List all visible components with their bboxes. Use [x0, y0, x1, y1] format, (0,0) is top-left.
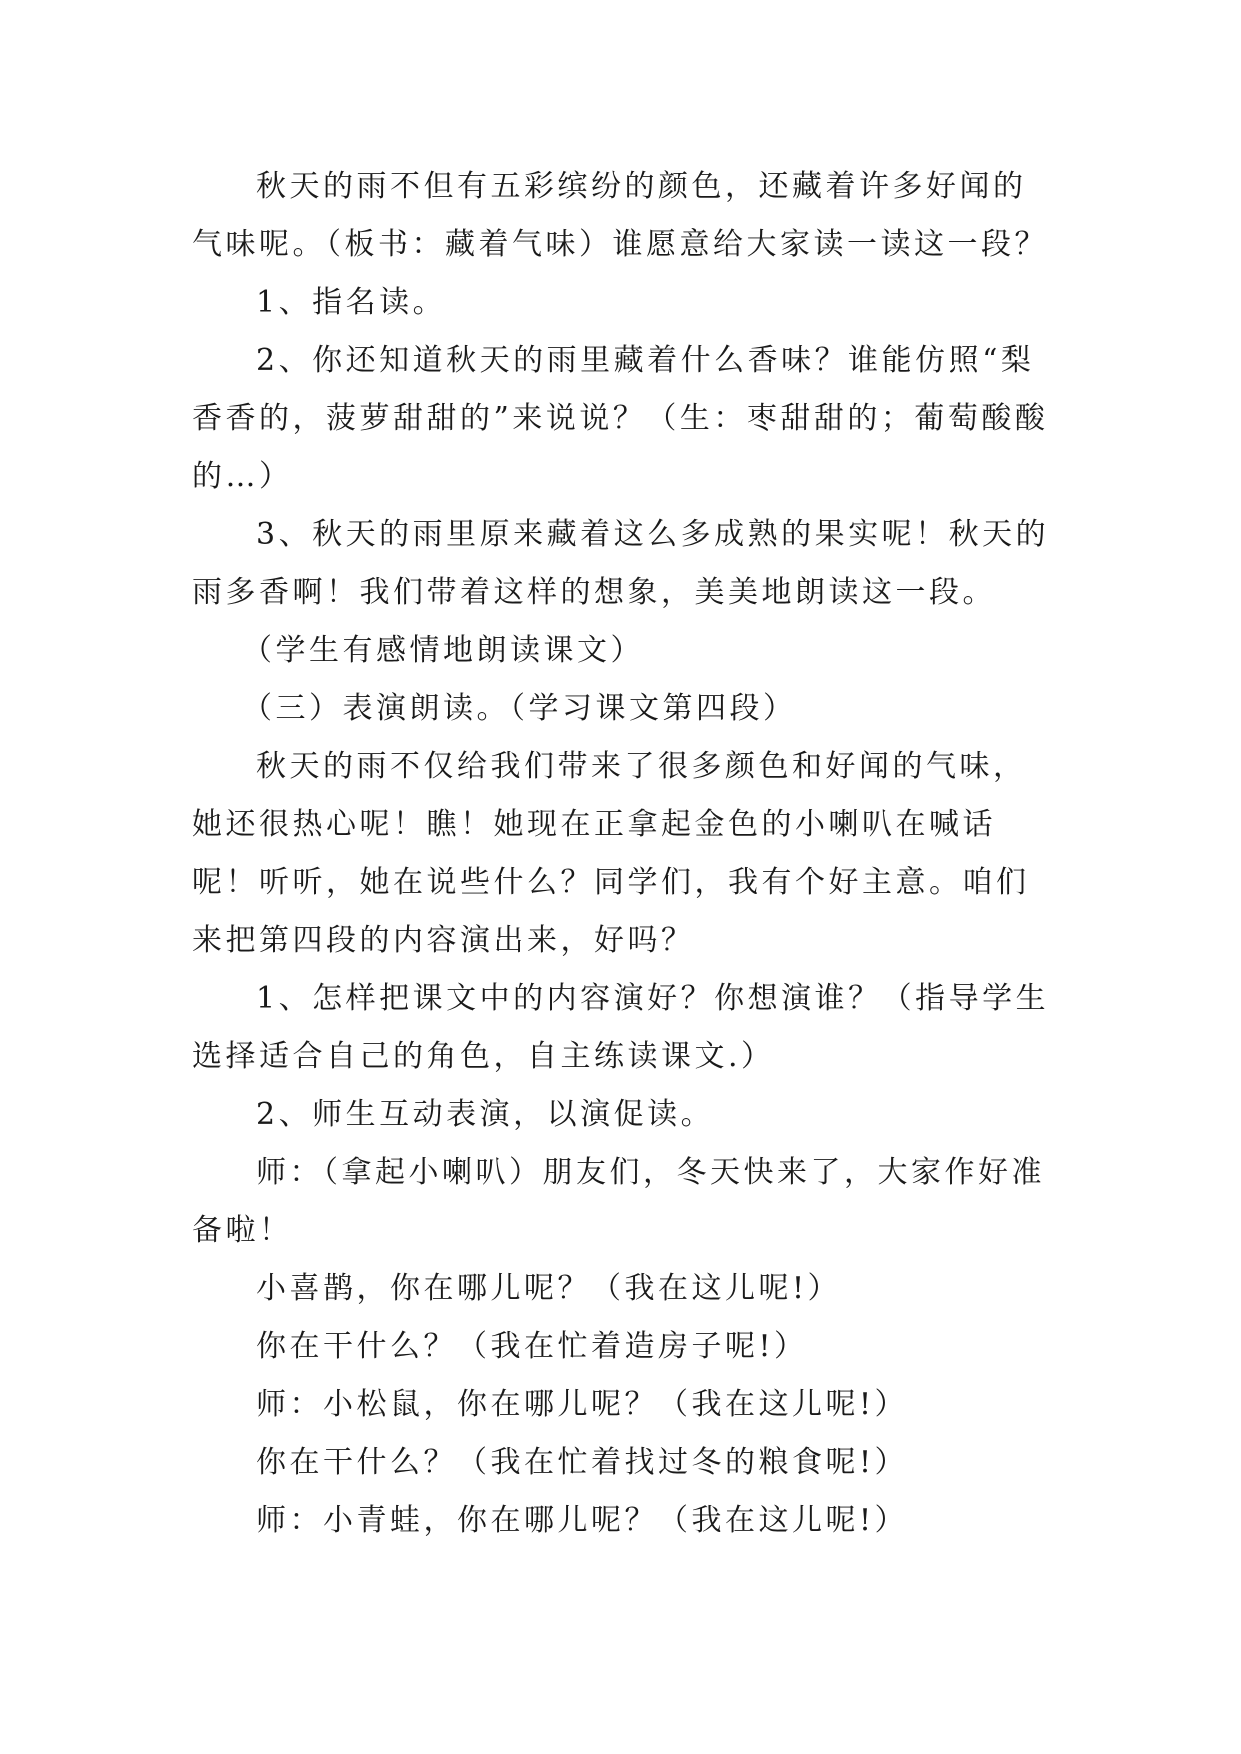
paragraph-step-3: 3、秋天的雨里原来藏着这么多成熟的果实呢！秋天的雨多香啊！我们带着这样的想象，美美地朗读这一段。 [192, 517, 1050, 610]
document-page [192, 158, 1052, 1550]
paragraph-autumn-rain-smell: 秋天的雨不但有五彩缤纷的颜色，还藏着许多好闻的气味呢。（板书：藏着气味）谁愿意给大家读一读这一段？ [192, 169, 1048, 262]
paragraph-step-2: 2、你还知道秋天的雨里藏着什么香味？谁能仿照“梨香香的，菠萝甜甜的”来说说？（生：枣甜甜的；葡萄酸酸的…） [192, 343, 1049, 494]
paragraph-perform-step-2: 2、师生互动表演，以演促读。 [256, 1097, 715, 1132]
dialogue-squirrel-what: 你在干什么？（我在忙着找过冬的粮食呢!） [256, 1445, 909, 1480]
paragraph-step-1: 1、指名读。 [256, 285, 447, 320]
paragraph-student-reading: （学生有感情地朗读课文） [242, 633, 644, 668]
dialogue-frog-where: 师：小青蛙，你在哪儿呢？（我在这儿呢!） [256, 1503, 909, 1538]
dialogue-magpie-where: 小喜鹊，你在哪儿呢？（我在这儿呢!） [256, 1271, 842, 1306]
dialogue-magpie-what: 你在干什么？（我在忙着造房子呢!） [256, 1329, 808, 1364]
dialogue-teacher-intro: 师：（拿起小喇叭）朋友们，冬天快来了，大家作好准备啦！ [192, 1155, 1045, 1248]
dialogue-squirrel-where: 师：小松鼠，你在哪儿呢？（我在这儿呢!） [256, 1387, 909, 1422]
paragraph-autumn-rain-warm: 秋天的雨不仅给我们带来了很多颜色和好闻的气味，她还很热心呢！瞧！她现在正拿起金色的小喇叭在喊话呢！听听，她在说些什么？同学们，我有个好主意。咱们来把第四段的内容演出来，好吗？ [192, 749, 1030, 958]
paragraph-perform-step-1: 1、怎样把课文中的内容演好？你想演谁？（指导学生选择适合自己的角色，自主练读课文.） [192, 981, 1050, 1074]
section-heading-performance: （三）表演朗读。（学习课文第四段） [242, 691, 797, 726]
